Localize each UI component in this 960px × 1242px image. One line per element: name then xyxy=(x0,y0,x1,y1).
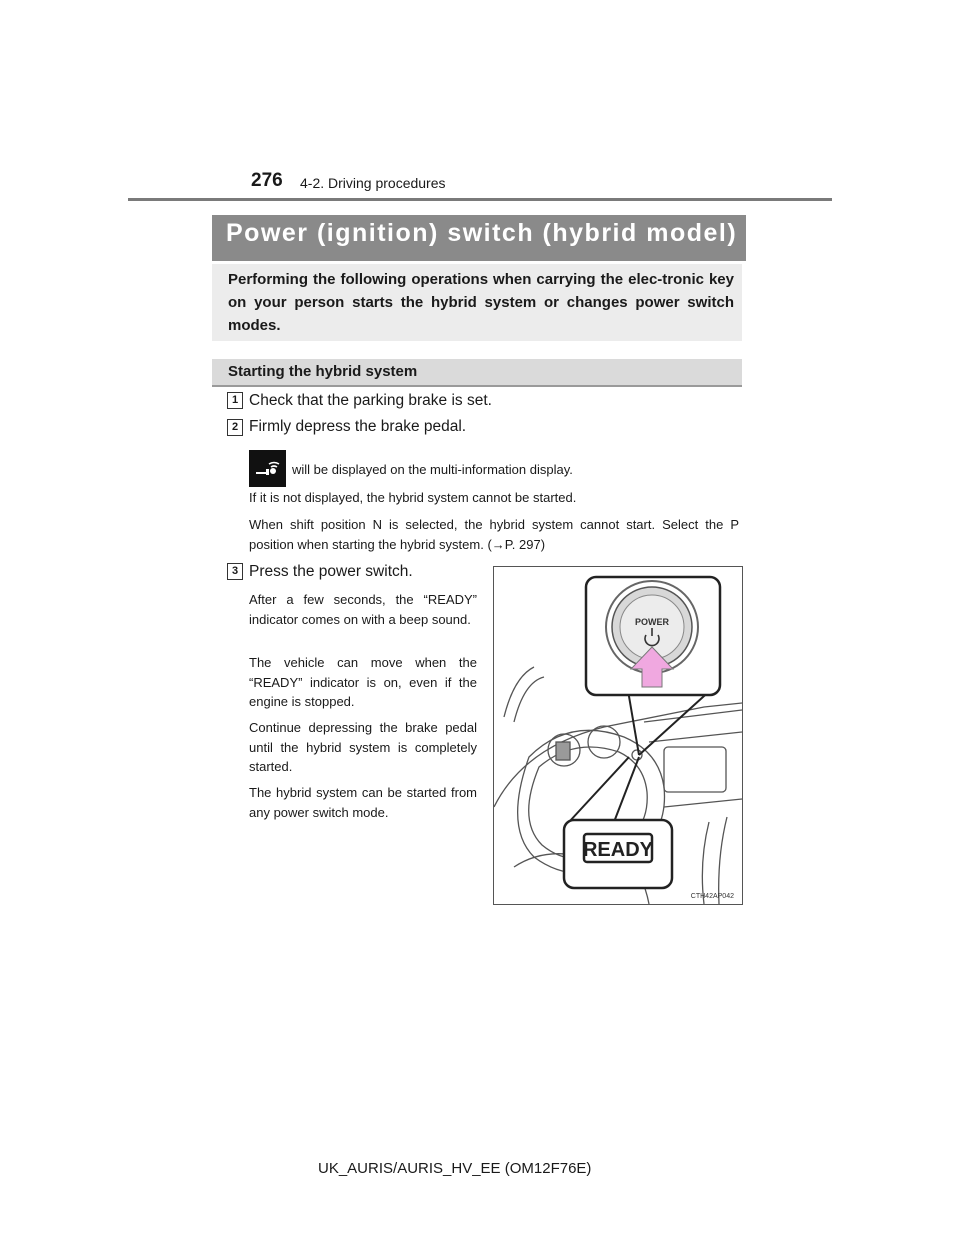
step-2-note-1: If it is not displayed, the hybrid system cannot be started. xyxy=(249,490,577,505)
step-1-text: Check that the parking brake is set. xyxy=(249,392,492,409)
step-2-note-2: When shift position N is selected, the hybrid system cannot start. Select the P position when starting the hybrid system. (→P. 297) xyxy=(249,517,739,552)
footer-manual-code: UK_AURIS/AURIS_HV_EE (OM12F76E) xyxy=(318,1160,592,1177)
page-title: Power (ignition) switch (hybrid model) xyxy=(226,219,738,247)
power-switch-illustration xyxy=(493,566,743,905)
header-rule xyxy=(128,198,832,201)
intro-text: Performing the following operations when carrying the elec-tronic key on your person starts the hybrid system or changes power switch modes. xyxy=(228,271,734,334)
subheading: Starting the hybrid system xyxy=(228,363,418,380)
step-number-1: 1 xyxy=(227,392,243,409)
section-label: 4-2. Driving procedures xyxy=(300,175,446,191)
ready-label: READY xyxy=(582,839,654,861)
step-3-note-3: Continue depressing the brake pedal until the hybrid system is completely started. xyxy=(249,720,477,774)
step-3-text: Press the power switch. xyxy=(249,563,413,580)
illustration-code: CTH42AP042 xyxy=(690,893,734,900)
step-2-text: Firmly depress the brake pedal. xyxy=(249,418,467,435)
step-3-note-4: The hybrid system can be started from any power switch mode. xyxy=(249,785,477,820)
power-label: POWER xyxy=(634,617,670,627)
icon-caption: will be displayed on the multi-information display. xyxy=(292,462,573,477)
step-3-note-1: After a few seconds, the “READY” indicator comes on with a beep sound. xyxy=(249,592,477,627)
page-number: 276 xyxy=(251,170,283,191)
key-indicator-icon xyxy=(249,450,286,487)
step-3-note-2: The vehicle can move when the “READY” indicator is on, even if the engine is stopped. xyxy=(249,655,477,709)
dashboard-drawing xyxy=(494,567,742,904)
step-number-3: 3 xyxy=(227,563,243,580)
step-number-2: 2 xyxy=(227,419,243,436)
